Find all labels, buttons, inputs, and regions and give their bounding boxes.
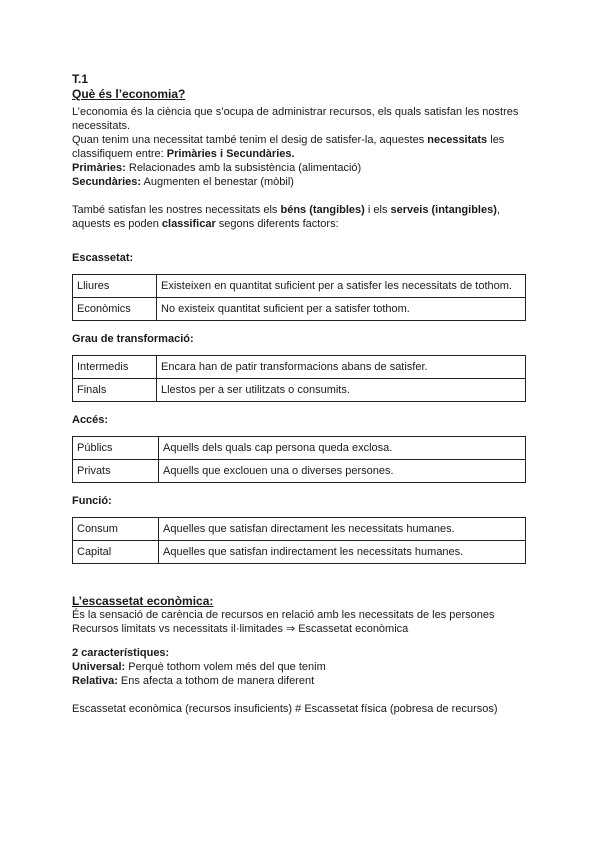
primary-text: Relacionades amb la subsistència (alimentació) [125, 162, 362, 174]
goods-text-b: béns (tangibles) [280, 204, 365, 216]
secondary-label: Secundàries: [72, 176, 142, 188]
table-row [73, 437, 526, 460]
goods-paragraph [72, 203, 532, 231]
table-cell-term: Privats [73, 460, 159, 483]
section-heading: Accés: [72, 414, 109, 426]
table-cell-term: Intermedis [73, 356, 157, 379]
section-heading: Funció: [72, 495, 112, 507]
table-row [73, 275, 526, 298]
section-heading: Grau de transformació: [72, 333, 194, 345]
table-row [73, 541, 526, 564]
section-heading: Escassetat: [72, 252, 134, 264]
classification-table [72, 517, 526, 564]
relative-text: Ens afecta a tothom de manera diferent [117, 675, 315, 687]
table-row [73, 518, 526, 541]
goods-text-g: segons diferents factors: [215, 218, 339, 230]
table-cell-desc: Encara han de patir transformacions abans de satisfer. [157, 356, 526, 379]
table-cell-term: Finals [73, 379, 157, 402]
secondary-text: Augmenten el benestar (mòbil) [141, 176, 294, 188]
topic-number: T.1 [72, 72, 89, 86]
table-row [73, 356, 526, 379]
table-cell-desc: Aquells que exclouen una o diverses persones. [159, 460, 526, 483]
classification-table [72, 355, 526, 402]
intro-line1: L’economia és la ciència que s’ocupa de administrar recursos, els quals satisfan les nostres necessitats. [72, 106, 519, 132]
table-cell-term: Econòmics [73, 298, 157, 321]
table-cell-desc: Aquells dels quals cap persona queda exclosa. [159, 437, 526, 460]
scarcity-line2: Recursos limitats vs necessitats il·limitades ⇒ Escassetat econòmica [72, 623, 409, 635]
table-cell-desc: Llestos per a ser utilitzats o consumits. [157, 379, 526, 402]
scarcity-comparison: Escassetat econòmica (recursos insuficients) # Escassetat física (pobresa de recursos) [72, 703, 498, 715]
document-page [72, 72, 532, 716]
universal-label: Universal: [72, 661, 126, 673]
goods-text-d: serveis (intangibles) [390, 204, 497, 216]
table-cell-desc: Aquelles que satisfan directament les necessitats humanes. [159, 518, 526, 541]
intro-paragraph [72, 105, 532, 189]
relative-label: Relativa: [72, 675, 118, 687]
table-row [73, 298, 526, 321]
scarcity-title: L’escassetat econòmica: [72, 594, 214, 608]
classification-table [72, 274, 526, 321]
table-cell-term: Capital [73, 541, 159, 564]
intro-line2-a: Quan tenim una necessitat també tenim el desig de satisfer-la, aquestes [72, 134, 428, 146]
intro-line2-d: Primàries i Secundàries. [166, 148, 295, 160]
primary-label: Primàries: [72, 162, 126, 174]
page-title: Què és l’economia? [72, 87, 186, 101]
table-cell-desc: Aquelles que satisfan indirectament les necessitats humanes. [159, 541, 526, 564]
scarcity-line1: És la sensació de carència de recursos en relació amb les necessitats de les persones [72, 609, 495, 621]
universal-text: Perquè tothom volem més del que tenim [125, 661, 326, 673]
classification-table [72, 436, 526, 483]
table-cell-term: Consum [73, 518, 159, 541]
feature-universal [72, 660, 532, 674]
goods-text-f: classificar [161, 218, 216, 230]
goods-text-e: , aquests es poden [72, 204, 500, 230]
table-row [73, 379, 526, 402]
table-cell-desc: No existeix quantitat suficient per a satisfer tothom. [157, 298, 526, 321]
goods-text-c: i els [364, 204, 391, 216]
intro-line2-c: les classifiquem entre: [72, 134, 505, 160]
table-cell-term: Lliures [73, 275, 157, 298]
intro-line2-b: necessitats [427, 134, 488, 146]
table-cell-desc: Existeixen en quantitat suficient per a satisfer les necessitats de tothom. [157, 275, 526, 298]
features-heading: 2 característiques: [72, 647, 170, 659]
table-cell-term: Públics [73, 437, 159, 460]
goods-text-a: També satisfan les nostres necessitats els [72, 204, 281, 216]
feature-relative [72, 674, 532, 688]
table-row [73, 460, 526, 483]
